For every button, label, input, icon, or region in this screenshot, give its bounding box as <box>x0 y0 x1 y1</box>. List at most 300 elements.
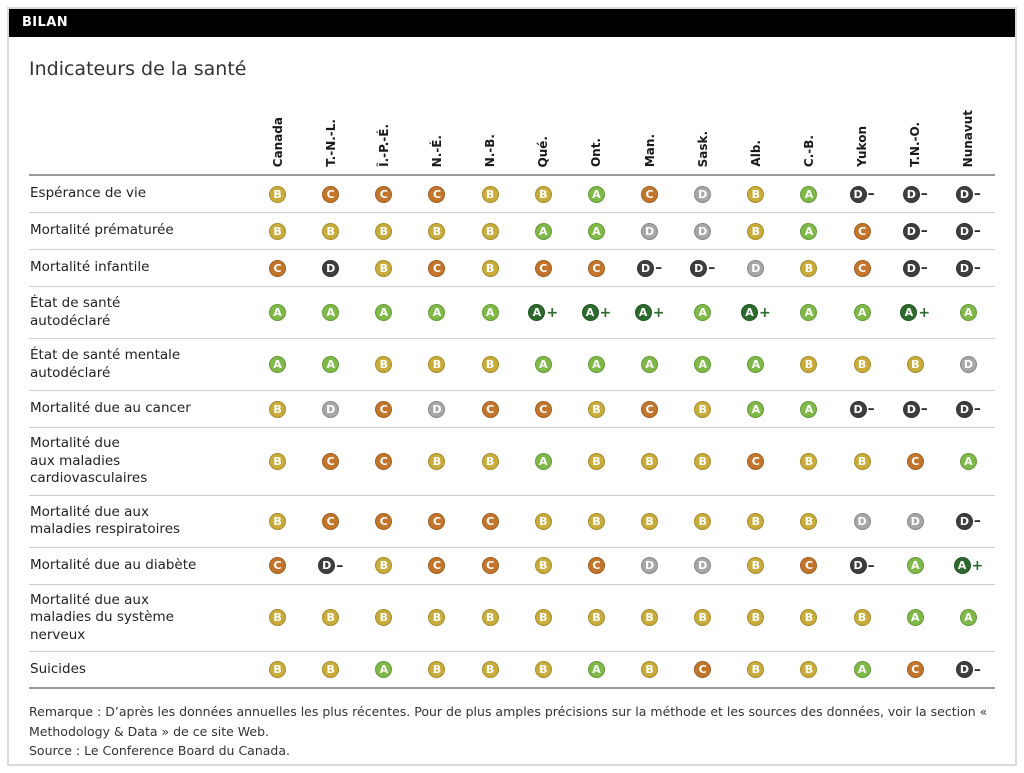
grade-cell <box>570 260 623 277</box>
grade-cell <box>357 260 410 277</box>
grade-circle: B <box>800 356 817 373</box>
grade-cell <box>889 223 942 240</box>
grade-circle: C <box>641 401 658 418</box>
grade-cell <box>357 223 410 240</box>
grade-circle: D <box>850 557 867 574</box>
grade-cell <box>517 356 570 373</box>
grade-cell <box>570 609 623 626</box>
grade-circle: C <box>907 453 924 470</box>
grade-cell <box>357 661 410 678</box>
grade-cell <box>251 661 304 678</box>
grade-cell <box>889 401 942 418</box>
row-label: Mortalité infantile <box>30 259 150 276</box>
grade-suffix: – <box>920 223 928 239</box>
grade-circle: A <box>535 223 552 240</box>
grade-suffix: – <box>973 223 981 239</box>
grade-suffix: – <box>920 186 928 202</box>
grade-circle: B <box>322 661 339 678</box>
grade-circle: B <box>375 609 392 626</box>
grade-cell <box>357 557 410 574</box>
grade-circle: D <box>690 260 707 277</box>
grade-cell <box>782 260 835 277</box>
grade-cell <box>623 557 676 574</box>
grade-cell <box>570 304 623 321</box>
grade-circle: B <box>588 453 605 470</box>
grade-cell <box>357 186 410 203</box>
grade-circle: A <box>588 223 605 240</box>
grade-cell <box>517 401 570 418</box>
grade-cell <box>623 661 676 678</box>
column-header: T.N.-O. <box>908 122 923 167</box>
grade-circle: D <box>903 401 920 418</box>
grade-cell <box>782 557 835 574</box>
grade-cell <box>836 661 889 678</box>
grade-cell <box>251 223 304 240</box>
grade-circle: B <box>747 186 764 203</box>
row-label: État de santé mentale autodéclaré <box>30 346 181 381</box>
grade-cell <box>782 356 835 373</box>
table-row <box>29 250 995 287</box>
table-row <box>29 287 995 339</box>
grade-cell <box>251 609 304 626</box>
grade-cell <box>836 223 889 240</box>
grade-cell <box>942 513 995 530</box>
grade-circle: A <box>960 453 977 470</box>
grade-circle: B <box>747 661 764 678</box>
grade-cell <box>782 223 835 240</box>
grade-cell <box>889 453 942 470</box>
grade-cell <box>942 557 995 574</box>
grade-circle: C <box>269 557 286 574</box>
grade-circle: C <box>482 557 499 574</box>
grade-circle: A <box>582 304 599 321</box>
grade-suffix: + <box>758 304 771 321</box>
grade-suffix: + <box>918 304 931 321</box>
grade-circle: A <box>322 356 339 373</box>
grade-cell <box>942 401 995 418</box>
column-header: Canada <box>270 116 285 167</box>
grade-cell <box>676 260 729 277</box>
grade-cell <box>782 513 835 530</box>
row-label: Mortalité due aux maladies cardiovasculaires <box>30 435 148 487</box>
grade-circle: B <box>747 513 764 530</box>
grade-cell <box>942 223 995 240</box>
grade-cell <box>517 661 570 678</box>
grade-circle: D <box>956 223 973 240</box>
grade-circle: A <box>428 304 445 321</box>
grade-cell <box>464 557 517 574</box>
column-header: C.-B. <box>801 134 816 167</box>
grade-circle: A <box>588 186 605 203</box>
grade-cell <box>410 661 463 678</box>
grade-circle: A <box>535 356 552 373</box>
grade-cell <box>570 223 623 240</box>
grade-circle: B <box>428 223 445 240</box>
grade-suffix: – <box>973 186 981 202</box>
grade-cell <box>517 186 570 203</box>
grade-circle: B <box>800 453 817 470</box>
grade-circle: B <box>800 661 817 678</box>
grade-circle: C <box>535 401 552 418</box>
grade-circle: D <box>694 557 711 574</box>
row-label: Espérance de vie <box>30 185 147 202</box>
grade-circle: B <box>269 513 286 530</box>
table-row <box>29 213 995 250</box>
grade-circle: A <box>641 356 658 373</box>
grade-circle: C <box>641 186 658 203</box>
grade-suffix: + <box>599 304 612 321</box>
grade-cell <box>676 401 729 418</box>
grade-circle: A <box>694 356 711 373</box>
grade-cell <box>464 223 517 240</box>
grade-circle: B <box>482 609 499 626</box>
grade-suffix: – <box>973 260 981 276</box>
grade-cell <box>942 453 995 470</box>
report-card-panel <box>7 7 1017 766</box>
column-header: N.-É. <box>429 134 444 167</box>
grade-cell <box>464 609 517 626</box>
grade-circle: B <box>747 223 764 240</box>
grade-cell <box>357 513 410 530</box>
corner-cell <box>29 88 251 174</box>
grade-circle: D <box>641 223 658 240</box>
grade-circle: D <box>854 513 871 530</box>
grade-cell <box>517 223 570 240</box>
grade-cell <box>836 513 889 530</box>
grade-cell <box>570 186 623 203</box>
grade-circle: B <box>322 223 339 240</box>
grade-circle: A <box>588 356 605 373</box>
grade-cell <box>836 453 889 470</box>
grade-circle: A <box>800 186 817 203</box>
grade-circle: A <box>800 304 817 321</box>
footnote-source: Source : Le Conference Board du Canada. <box>29 743 290 759</box>
grade-suffix: – <box>655 260 663 276</box>
grade-cell <box>782 609 835 626</box>
grade-cell <box>676 557 729 574</box>
grade-circle: A <box>954 557 971 574</box>
grade-cell <box>676 223 729 240</box>
grade-cell <box>251 557 304 574</box>
grade-circle: B <box>641 609 658 626</box>
grade-cell <box>464 304 517 321</box>
grade-circle: D <box>850 401 867 418</box>
grade-circle: B <box>747 557 764 574</box>
grade-circle: A <box>854 304 871 321</box>
grade-circle: C <box>428 513 445 530</box>
grade-circle: B <box>482 661 499 678</box>
grade-circle: D <box>637 260 654 277</box>
grade-circle: C <box>322 513 339 530</box>
grade-circle: D <box>428 401 445 418</box>
grade-circle: B <box>588 513 605 530</box>
grade-suffix: + <box>652 304 665 321</box>
grade-circle: A <box>375 304 392 321</box>
grade-circle: A <box>907 609 924 626</box>
grade-cell <box>251 304 304 321</box>
grade-circle: D <box>903 186 920 203</box>
grade-circle: C <box>588 260 605 277</box>
grade-cell <box>889 304 942 321</box>
grade-circle: C <box>694 661 711 678</box>
grade-circle: B <box>694 609 711 626</box>
grade-cell <box>304 186 357 203</box>
grade-circle: D <box>956 401 973 418</box>
grade-cell <box>410 186 463 203</box>
grade-circle: C <box>322 186 339 203</box>
grade-cell <box>889 186 942 203</box>
row-label: Mortalité due aux maladies du système nerveux <box>30 591 174 643</box>
grade-suffix: – <box>708 260 716 276</box>
grade-cell <box>889 356 942 373</box>
grade-circle: D <box>850 186 867 203</box>
grade-circle: C <box>588 557 605 574</box>
grade-circle: B <box>482 453 499 470</box>
grade-circle: B <box>375 356 392 373</box>
grade-cell <box>517 557 570 574</box>
row-label: Mortalité due aux maladies respiratoires <box>30 503 181 538</box>
grade-suffix: – <box>867 557 875 574</box>
grade-suffix: – <box>973 401 981 417</box>
grade-cell <box>623 304 676 321</box>
grade-circle: C <box>747 453 764 470</box>
grade-cell <box>304 557 357 574</box>
grade-suffix: + <box>971 557 984 574</box>
grade-cell <box>729 186 782 203</box>
grade-cell <box>251 260 304 277</box>
grade-suffix: – <box>920 401 928 417</box>
grade-circle: B <box>375 223 392 240</box>
grade-circle: D <box>903 223 920 240</box>
grade-circle: D <box>322 260 339 277</box>
grade-circle: B <box>854 609 871 626</box>
grade-circle: C <box>375 186 392 203</box>
grade-circle: B <box>269 401 286 418</box>
grade-circle: C <box>269 260 286 277</box>
grade-circle: B <box>854 453 871 470</box>
grade-circle: B <box>428 609 445 626</box>
column-header: Man. <box>642 133 657 167</box>
grade-suffix: – <box>336 557 344 574</box>
grade-circle: D <box>694 186 711 203</box>
grade-cell <box>570 557 623 574</box>
grade-circle: D <box>322 401 339 418</box>
grade-cell <box>517 304 570 321</box>
grade-cell <box>836 356 889 373</box>
grade-cell <box>464 186 517 203</box>
grade-cell <box>304 609 357 626</box>
column-header: Qué. <box>536 135 551 167</box>
grade-cell <box>410 401 463 418</box>
table-row <box>29 548 995 585</box>
grade-circle: B <box>428 661 445 678</box>
health-indicators-table <box>29 88 995 689</box>
grade-circle: A <box>907 557 924 574</box>
grade-circle: A <box>269 304 286 321</box>
table-footnotes <box>29 702 995 760</box>
grade-cell <box>729 609 782 626</box>
grade-circle: B <box>482 356 499 373</box>
grade-circle: D <box>956 661 973 678</box>
grade-circle: A <box>960 304 977 321</box>
grade-circle: D <box>318 557 335 574</box>
grade-cell <box>836 401 889 418</box>
grade-cell <box>410 453 463 470</box>
grade-circle: B <box>641 513 658 530</box>
grade-circle: A <box>528 304 545 321</box>
column-header: T.-N.-L. <box>323 119 338 167</box>
grade-circle: B <box>535 661 552 678</box>
grade-cell <box>251 356 304 373</box>
grade-circle: C <box>375 401 392 418</box>
grade-circle: D <box>694 223 711 240</box>
grade-cell <box>889 557 942 574</box>
grade-circle: B <box>269 186 286 203</box>
grade-suffix: – <box>973 661 981 678</box>
grade-cell <box>889 661 942 678</box>
grade-circle: A <box>854 661 871 678</box>
grade-cell <box>570 453 623 470</box>
column-header: Ont. <box>589 137 604 167</box>
grade-cell <box>570 661 623 678</box>
grade-cell <box>623 609 676 626</box>
grade-circle: C <box>428 186 445 203</box>
grade-circle: B <box>269 223 286 240</box>
table-row <box>29 176 995 213</box>
grade-cell <box>464 260 517 277</box>
grade-circle: A <box>322 304 339 321</box>
grade-circle: B <box>747 609 764 626</box>
grade-circle: D <box>960 356 977 373</box>
grade-cell <box>357 609 410 626</box>
grade-circle: C <box>800 557 817 574</box>
grade-circle: C <box>428 260 445 277</box>
grade-cell <box>410 356 463 373</box>
row-label: État de santé autodéclaré <box>30 294 121 329</box>
grade-cell <box>942 356 995 373</box>
grade-circle: A <box>269 356 286 373</box>
grade-circle: B <box>907 356 924 373</box>
grade-circle: C <box>375 453 392 470</box>
grade-cell <box>570 356 623 373</box>
row-label: Suicides <box>30 661 86 677</box>
column-header: Yukon <box>855 126 870 167</box>
grade-circle: B <box>482 260 499 277</box>
grade-cell <box>676 661 729 678</box>
table-body <box>29 176 995 689</box>
grade-cell <box>623 223 676 240</box>
column-header: Sask. <box>695 130 710 167</box>
grade-circle: B <box>535 513 552 530</box>
column-header: Nunavut <box>961 109 976 167</box>
grade-cell <box>623 186 676 203</box>
grade-circle: A <box>588 661 605 678</box>
grade-circle: C <box>907 661 924 678</box>
grade-cell <box>782 186 835 203</box>
grade-circle: A <box>747 356 764 373</box>
grade-circle: B <box>482 223 499 240</box>
grade-circle: B <box>322 609 339 626</box>
table-row <box>29 585 995 653</box>
grade-cell <box>251 453 304 470</box>
table-row <box>29 496 995 548</box>
grade-cell <box>623 356 676 373</box>
grade-cell <box>676 513 729 530</box>
grade-cell <box>410 223 463 240</box>
grade-circle: B <box>535 557 552 574</box>
grade-cell <box>304 223 357 240</box>
grade-cell <box>410 304 463 321</box>
grade-cell <box>676 304 729 321</box>
grade-cell <box>517 609 570 626</box>
row-label: Mortalité due au diabète <box>30 556 197 573</box>
grade-cell <box>942 304 995 321</box>
grade-cell <box>304 401 357 418</box>
grade-cell <box>836 260 889 277</box>
grade-circle: D <box>956 513 973 530</box>
grade-circle: A <box>960 609 977 626</box>
grade-cell <box>729 304 782 321</box>
table-row <box>29 339 995 391</box>
grade-cell <box>623 260 676 277</box>
grade-circle: B <box>428 453 445 470</box>
grade-cell <box>251 401 304 418</box>
grade-cell <box>729 513 782 530</box>
grade-cell <box>889 609 942 626</box>
grade-cell <box>836 609 889 626</box>
page-title: Indicateurs de la santé <box>29 58 247 80</box>
grade-cell <box>410 557 463 574</box>
grade-cell <box>623 513 676 530</box>
grade-circle: A <box>694 304 711 321</box>
grade-cell <box>729 401 782 418</box>
grade-circle: D <box>903 260 920 277</box>
grade-cell <box>251 186 304 203</box>
grade-circle: C <box>482 513 499 530</box>
grade-cell <box>464 513 517 530</box>
grade-cell <box>676 356 729 373</box>
grade-circle: B <box>375 260 392 277</box>
section-banner: BILAN <box>9 9 1015 37</box>
grade-cell <box>517 513 570 530</box>
column-header: N.-B. <box>483 133 498 167</box>
grade-cell <box>410 513 463 530</box>
grade-cell <box>464 401 517 418</box>
grade-cell <box>570 513 623 530</box>
grade-circle: C <box>322 453 339 470</box>
grade-circle: B <box>535 609 552 626</box>
grade-circle: A <box>482 304 499 321</box>
grade-cell <box>304 453 357 470</box>
grade-cell <box>570 401 623 418</box>
grade-cell <box>676 609 729 626</box>
grade-circle: B <box>854 356 871 373</box>
grade-circle: B <box>694 513 711 530</box>
grade-cell <box>729 453 782 470</box>
grade-cell <box>464 661 517 678</box>
grade-cell <box>517 453 570 470</box>
grade-cell <box>942 186 995 203</box>
grade-cell <box>517 260 570 277</box>
grade-cell <box>623 453 676 470</box>
grade-circle: D <box>747 260 764 277</box>
grade-circle: C <box>428 557 445 574</box>
grade-circle: A <box>800 401 817 418</box>
grade-circle: B <box>375 557 392 574</box>
grade-cell <box>357 401 410 418</box>
grade-cell <box>304 513 357 530</box>
grade-cell <box>729 260 782 277</box>
